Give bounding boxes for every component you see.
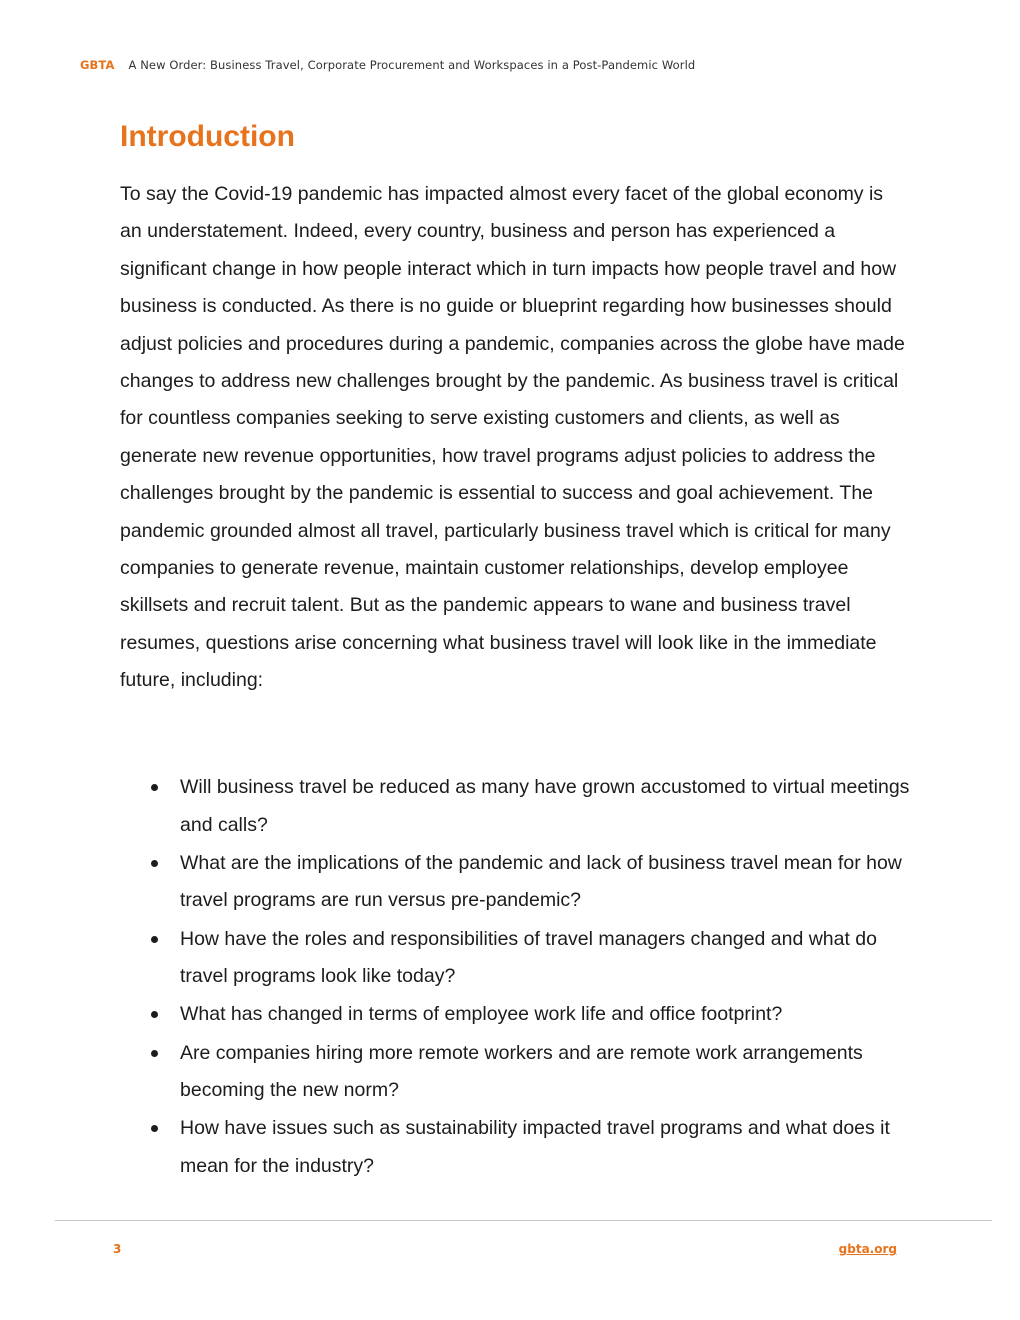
header-document-title: A New Order: Business Travel, Corporate Procurement and Workspaces in a Post-Pandemic World [128,58,696,72]
list-item-text: What are the implications of the pandemic and lack of business travel mean for how travel programs are run versus pre-pandemic? [180,851,902,912]
list-item [120,845,910,920]
bullet-icon [151,860,158,867]
list-item-text: Are companies hiring more remote workers and are remote work arrangements becoming the new norm? [180,1041,863,1102]
list-item-text: How have issues such as sustainability impacted travel programs and what does it mean for the industry? [180,1117,890,1177]
list-item-text: What has changed in terms of employee work life and office footprint? [180,1003,783,1026]
footer-website-link[interactable]: gbta.org [838,1242,897,1256]
footer-divider [55,1220,992,1221]
running-header [80,58,695,72]
list-item-text: How have the roles and responsibilities of travel managers changed and what do travel programs look like today? [180,927,878,988]
section-heading: Introduction [120,120,295,153]
list-item [120,769,910,844]
intro-paragraph: To say the Covid-19 pandemic has impacted almost every facet of the global economy is an understatement. Indeed, every country, business and person has experienced a significant change in how people interact which in turn impacts how people travel and how business is conducted. As there is no guide or blueprint regarding how businesses should adjust policies and procedures during a pandemic, companies across the globe have made changes to address new challenges brought by the pandemic. As business travel is critical for countless companies seeking to serve existing customers and clients, as well as generate new revenue opportunities, how travel programs adjust policies to address the challenges brought by the pandemic is essential to success and goal achievement. The pandemic grounded almost all travel, particularly business travel which is critical for many companies to generate revenue, maintain customer relationships, develop employee skillsets and recruit talent. But as the pandemic appears to wane and business travel resumes, questions arise concerning what business travel will look like in the immediate future, including: [120,183,905,692]
list-item-text: Will business travel be reduced as many have grown accustomed to virtual meetings and calls? [180,776,910,836]
list-item [120,921,910,996]
list-item [120,1110,910,1185]
list-item [120,996,910,1034]
bullet-icon [151,936,158,943]
bullet-icon [151,1011,158,1018]
bullet-icon [151,784,158,791]
bullet-icon [151,1125,158,1132]
header-brand: GBTA [80,58,115,72]
list-item [120,1035,910,1110]
bullet-icon [151,1050,158,1057]
page-number: 3 [113,1242,122,1256]
question-list [120,769,910,1186]
